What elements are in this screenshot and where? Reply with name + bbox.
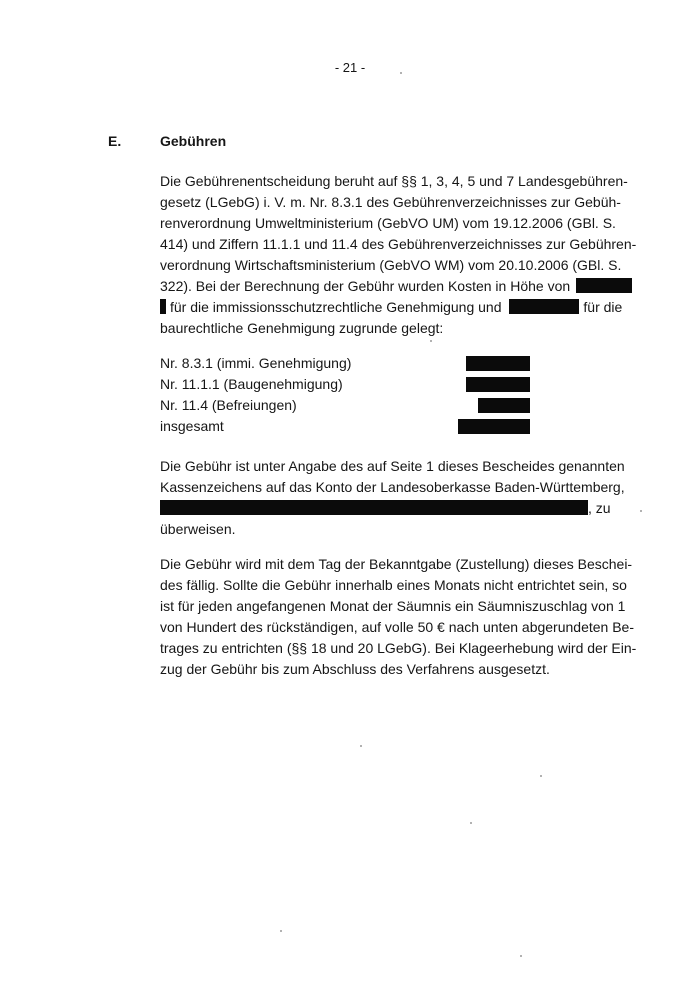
text-line: ist für jeden angefangenen Monat der Säumnis ein Säumniszuschlag von 1 bbox=[160, 598, 626, 614]
page-number: - 21 - bbox=[334, 60, 366, 75]
text-span: , zu bbox=[588, 500, 611, 516]
section-number: E. bbox=[108, 133, 122, 149]
text-line: Die Gebühr ist unter Angabe des auf Seite 1 dieses Bescheides genannten bbox=[160, 458, 625, 474]
section-title: Gebühren bbox=[160, 133, 227, 149]
fee-row bbox=[160, 395, 540, 416]
text-line: des fällig. Sollte die Gebühr innerhalb eines Monats nicht entrichtet sein, so bbox=[160, 577, 627, 593]
text-line: Die Gebühr wird mit dem Tag der Bekanntgabe (Zustellung) dieses Beschei- bbox=[160, 556, 633, 572]
text-line-with-redaction bbox=[160, 498, 625, 519]
text-line: Kassenzeichens auf das Konto der Landesoberkasse Baden-Württemberg, bbox=[160, 479, 625, 495]
fee-label: Nr. 8.3.1 (immi. Genehmigung) bbox=[160, 355, 352, 371]
payment-paragraph bbox=[160, 456, 625, 540]
text-line: überweisen. bbox=[160, 521, 236, 537]
scan-speck bbox=[520, 955, 522, 957]
fee-row bbox=[160, 353, 540, 374]
redaction-bar bbox=[466, 356, 530, 371]
redaction-bar bbox=[509, 299, 579, 314]
scan-speck bbox=[540, 775, 542, 777]
redaction-bar bbox=[478, 398, 530, 413]
scan-speck bbox=[360, 745, 362, 747]
text-line: baurechtliche Genehmigung zugrunde gelegt: bbox=[160, 320, 444, 336]
redaction-bar bbox=[466, 377, 530, 392]
text-line: verordnung Wirtschaftsministerium (GebVO WM) vom 20.10.2006 (GBl. S. bbox=[160, 257, 622, 273]
fee-basis-paragraph bbox=[160, 171, 636, 339]
text-line: gesetz (LGebG) i. V. m. Nr. 8.3.1 des Gebührenverzeichnisses zur Gebüh- bbox=[160, 194, 621, 210]
text-line: Die Gebührenentscheidung beruht auf §§ 1, 3, 4, 5 und 7 Landesgebühren- bbox=[160, 173, 628, 189]
redaction-bar bbox=[160, 299, 166, 314]
fee-label: Nr. 11.4 (Befreiungen) bbox=[160, 397, 297, 413]
text-line-with-redaction bbox=[160, 276, 636, 297]
text-line: trages zu entrichten (§§ 18 und 20 LGebG). Bei Klageerhebung wird der Ein- bbox=[160, 640, 637, 656]
fee-row bbox=[160, 416, 540, 437]
text-line: renverordnung Umweltministerium (GebVO UM) vom 19.12.2006 (GBl. S. bbox=[160, 215, 616, 231]
scan-speck bbox=[280, 930, 282, 932]
fee-row bbox=[160, 374, 540, 395]
fee-list bbox=[160, 353, 540, 437]
text-line: von Hundert des rückständigen, auf volle 50 € nach unten abgerundeten Be- bbox=[160, 619, 634, 635]
redaction-bar bbox=[160, 500, 588, 515]
redaction-bar bbox=[576, 278, 632, 293]
text-span: für die bbox=[583, 299, 623, 315]
scan-speck bbox=[640, 510, 642, 512]
redaction-bar bbox=[458, 419, 530, 434]
scan-speck bbox=[400, 72, 402, 74]
text-span: 322). Bei der Berechnung der Gebühr wurden Kosten in Höhe von bbox=[160, 278, 571, 294]
text-span: für die immissionsschutzrechtliche Genehmigung und bbox=[170, 299, 502, 315]
fee-label: insgesamt bbox=[160, 418, 224, 434]
text-line-with-redaction bbox=[160, 297, 636, 318]
text-line: 414) und Ziffern 11.1.1 und 11.4 des Gebührenverzeichnisses zur Gebühren- bbox=[160, 236, 637, 252]
scan-speck bbox=[430, 340, 432, 342]
text-line: zug der Gebühr bis zum Abschluss des Verfahrens ausgesetzt. bbox=[160, 661, 550, 677]
scan-speck bbox=[470, 822, 472, 824]
fee-label: Nr. 11.1.1 (Baugenehmigung) bbox=[160, 376, 343, 392]
due-date-paragraph bbox=[160, 554, 636, 680]
